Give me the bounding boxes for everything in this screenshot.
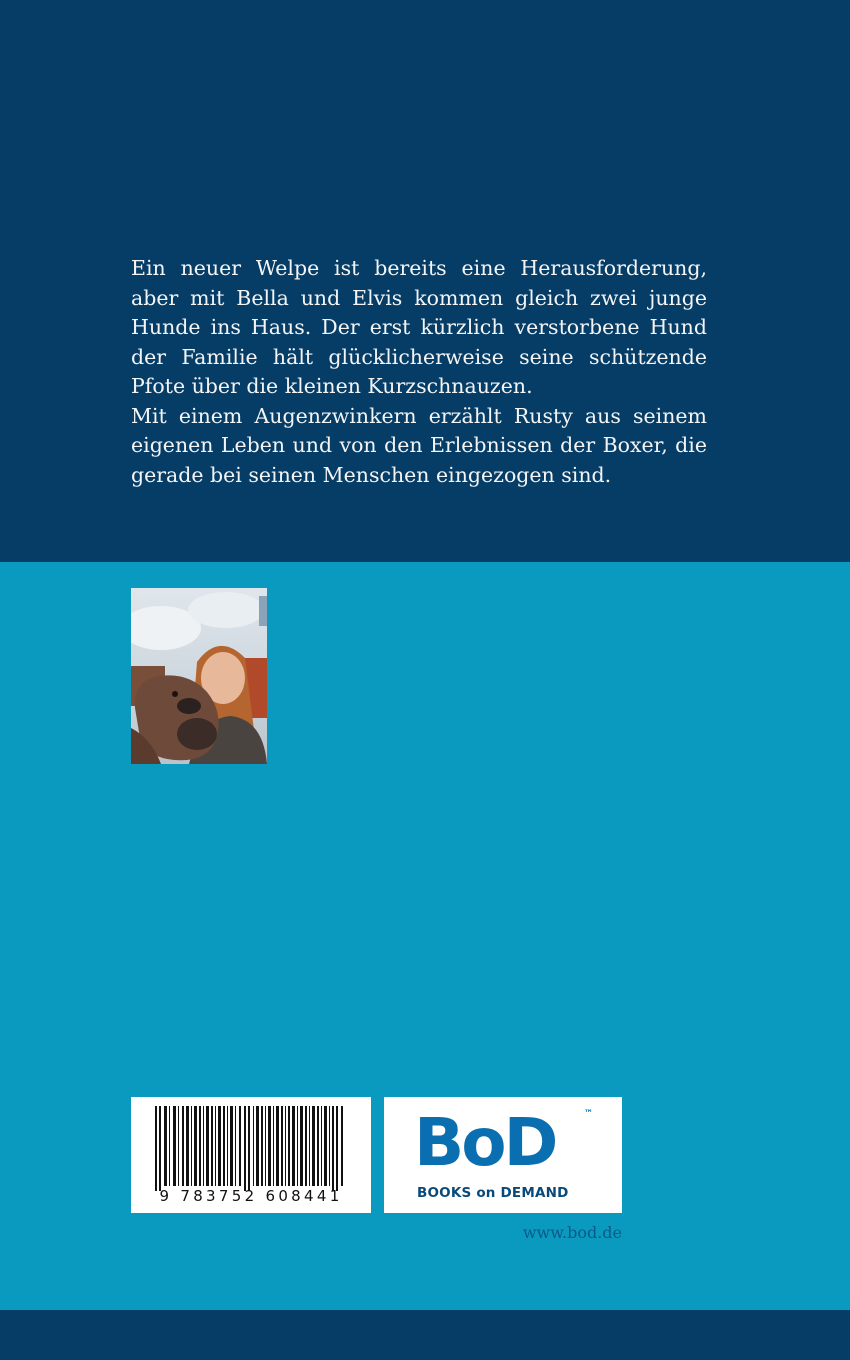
publisher-website: www.bod.de [522,1223,622,1242]
blurb-paragraph-1: Ein neuer Welpe ist bereits eine Herausforderung, aber mit Bella und Elvis kommen gleich zwei junge Hunde ins Haus. Der erst kürzlich verstorbene Hund der Familie hält glücklicherweise seine schützende Pfote über die kleinen Kurzschnauzen. [131,256,707,398]
isbn-barcode [131,1097,371,1213]
author-photo [131,588,267,764]
bottom-dark-band [0,1310,850,1360]
trademark-symbol: ™ [584,1109,593,1119]
bod-logo-text: BoD [414,1104,556,1181]
publisher-tagline: BOOKS on DEMAND [417,1185,569,1201]
author-with-boxer-dog-photo-icon [131,588,267,764]
blurb-paragraph-2: Mit einem Augenzwinkern erzählt Rusty aus seinem eigenen Leben und von den Erlebnissen der Boxer, die gerade bei seinen Menschen eingezogen sind. [131,403,707,487]
isbn-number: 9 783752 608441 [159,1187,343,1205]
publisher-logo [384,1097,622,1213]
back-cover-blurb [131,254,707,490]
